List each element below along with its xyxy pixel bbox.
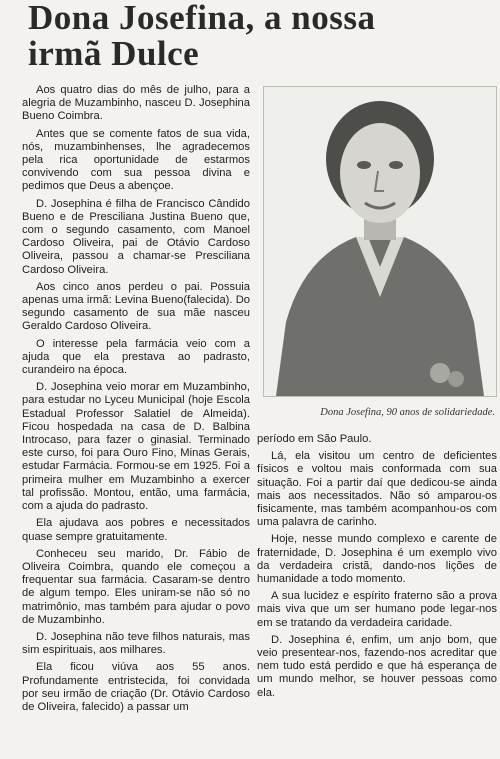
portrait-photo — [263, 86, 497, 397]
headline-line-2: irmã Dulce — [28, 34, 200, 73]
headline-line-1: Dona Josefina, a nossa — [28, 0, 376, 37]
paragraph: Conheceu seu marido, Dr. Fábio de Oliveira Coimbra, quando ele começou a frequentar sua farmácia. Casaram-se dentro de algum tempo. Eles uniram-se não só no matrimônio, mas também para ajudar o povo de Muzambinho. — [22, 547, 250, 626]
paragraph: D. Josephina é filha de Francisco Cândido Bueno e de Presciliana Justina Bueno que, com o segundo casamento, com Manoel Cardoso Oliveira, pai de Otávio Cardoso Oliveira, passou a chamar-se Presciliana Cardoso Oliveira. — [22, 197, 250, 276]
paragraph: Antes que se comente fatos de sua vida, nós, muzambinhenses, lhe agradecemos pela rica oportunidade de estarmos convivendo com sua pessoa divina e pedimos que Deus a abençoe. — [22, 127, 250, 193]
article-left-column — [22, 84, 250, 718]
paragraph: Lá, ela visitou um centro de deficientes físicos e voltou mais conformada com sua situação. Foi a partir daí que dedicou-se ainda mais aos necessitados. Não só amparou-os fisicamente, mas também acompanhou-os com uma palavra de carinho. — [257, 450, 497, 529]
paragraph: Aos cinco anos perdeu o pai. Possuia apenas uma irmã: Levina Bueno(falecida). Do segundo casamento de sua mãe nasceu Geraldo Cardoso Oliveira. — [22, 280, 250, 333]
photo-caption: Dona Josefina, 90 anos de solidariedade. — [320, 407, 495, 418]
paragraph: Aos quatro dias do mês de julho, para a alegria de Muzambinho, nasceu D. Josephina Bueno Coimbra. — [22, 84, 250, 123]
paragraph: A sua lucidez e espírito fraterno são a prova mais viva que um ser humano pode legar-nos em se tratando da verdadeira caridade. — [257, 590, 497, 629]
paragraph: Ela ficou viúva aos 55 anos. Profundamente entristecida, foi convidada por seu irmão de criação (Dr. Otávio Cardoso de Oliveira, falecido) a passar um — [22, 661, 250, 713]
paragraph: Ela ajudava aos pobres e necessitados quase sempre gratuitamente. — [22, 517, 250, 543]
paragraph: D. Josephina é, enfim, um anjo bom, que veio presentear-nos, fazendo-nos acreditar que nem tudo está perdido e que há esperança de um mundo melhor, se houver pessoas como ela. — [257, 633, 497, 699]
paragraph: Hoje, nesse mundo complexo e carente de fraternidade, D. Josephina é um exemplo vivo da verdadeira cristã, dando-nos lições de humanidade a todo momento. — [257, 533, 497, 586]
article-right-column — [257, 433, 497, 704]
headline — [28, 0, 498, 72]
paragraph: D. Josephina veio morar em Muzambinho, para estudar no Lyceu Municipal (hoje Escola Estadual Professor Salatiel de Almeida). Ficou hospedada na casa de D. Balbina Introcaso, para fazer o ginasial. Terminado este curso, foi para Ouro Fino, Minas Gerais, estudar Farmácia. Formou-se em 1925. Foi a primeira mulher em Muzambinho a exercer tal profissão. Montou, então, uma farmácia, com a ajuda do padrasto. — [22, 381, 250, 513]
paragraph: D. Josephina não teve filhos naturais, mas sim espirituais, aos milhares. — [22, 630, 250, 657]
paragraph: período em São Paulo. — [257, 433, 372, 445]
paragraph: O interesse pela farmácia veio com a ajuda que ela prestava ao padrasto, curandeiro na época. — [22, 337, 250, 377]
portrait-photo-icon — [264, 87, 496, 396]
